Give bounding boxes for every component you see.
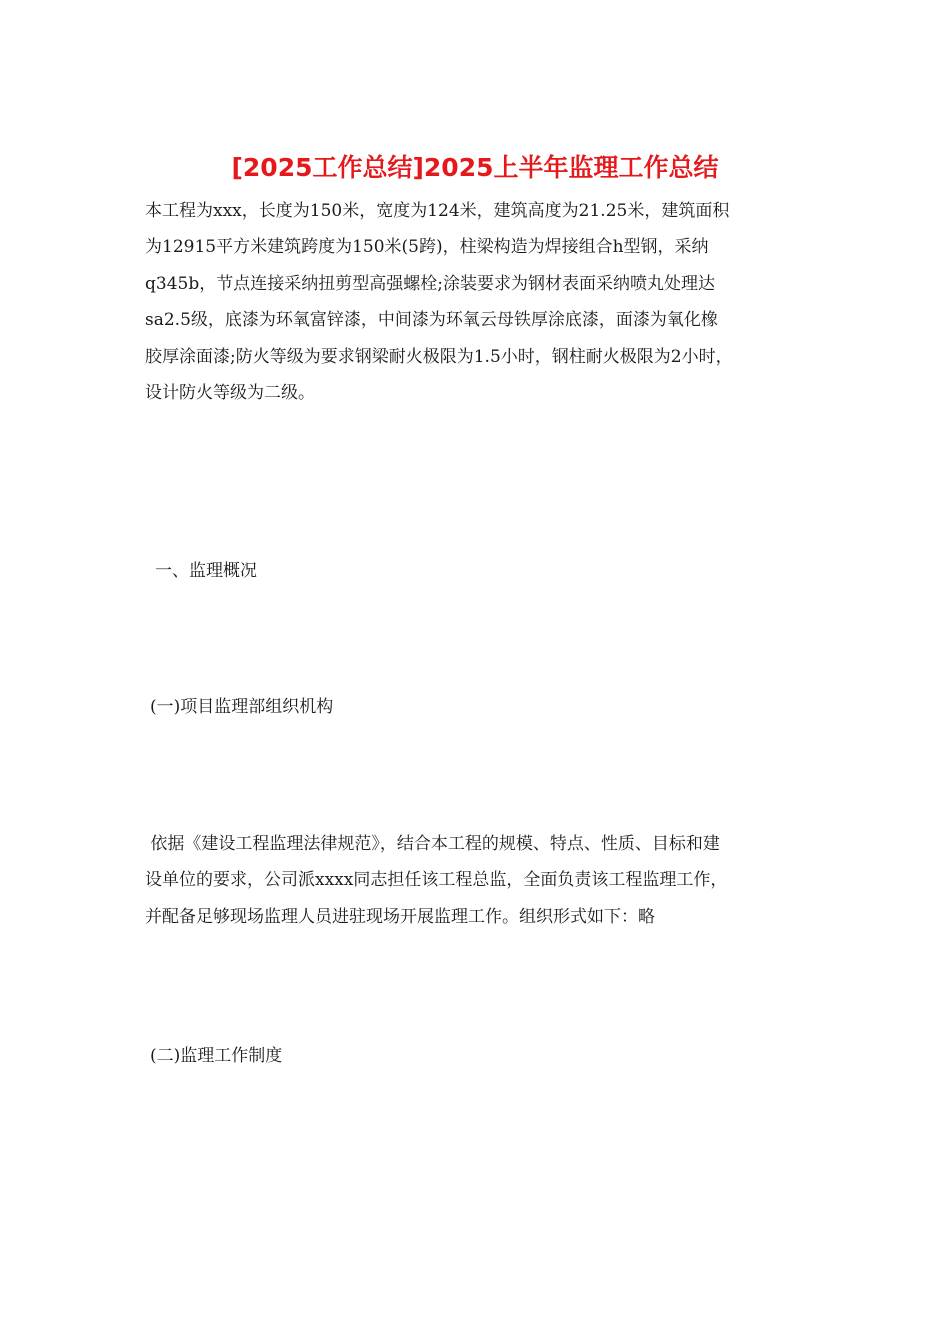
intro-paragraph (145, 193, 813, 411)
intro-line: 为12915平方米建筑跨度为150米(5跨)，柱梁构造为焊接组合h型钢，采纳 (145, 237, 709, 258)
organization-line: 并配备足够现场监理人员进驻现场开展监理工作。组织形式如下：略 (145, 906, 655, 927)
intro-line: sa2.5级，底漆为环氧富锌漆，中间漆为环氧云母铁厚涂底漆，面漆为氧化橡 (145, 310, 718, 331)
intro-line: 设计防火等级为二级。 (145, 383, 315, 404)
intro-line: q345b，节点连接采纳扭剪型高强螺栓;涂装要求为钢材表面采纳喷丸处理达 (145, 273, 715, 294)
organization-paragraph (145, 826, 813, 935)
intro-line: 胶厚涂面漆;防火等级为要求钢梁耐火极限为1.5小时，钢柱耐火极限为2小时， (145, 346, 733, 367)
organization-line: 设单位的要求，公司派xxxx同志担任该工程总监，全面负责该工程监理工作， (145, 870, 728, 891)
section-heading: 一、监理概况 (155, 561, 257, 581)
subsection-heading-organization: (一)项目监理部组织机构 (150, 697, 334, 717)
subsection-heading-work-system: (二)监理工作制度 (150, 1046, 283, 1066)
intro-line: 本工程为xxx，长度为150米，宽度为124米，建筑高度为21.25米，建筑面积 (145, 201, 730, 221)
organization-line: 依据《建设工程监理法律规范》，结合本工程的规模、特点、性质、目标和建 (145, 834, 720, 854)
document-title: [2025工作总结]2025上半年监理工作总结 (231, 153, 719, 182)
